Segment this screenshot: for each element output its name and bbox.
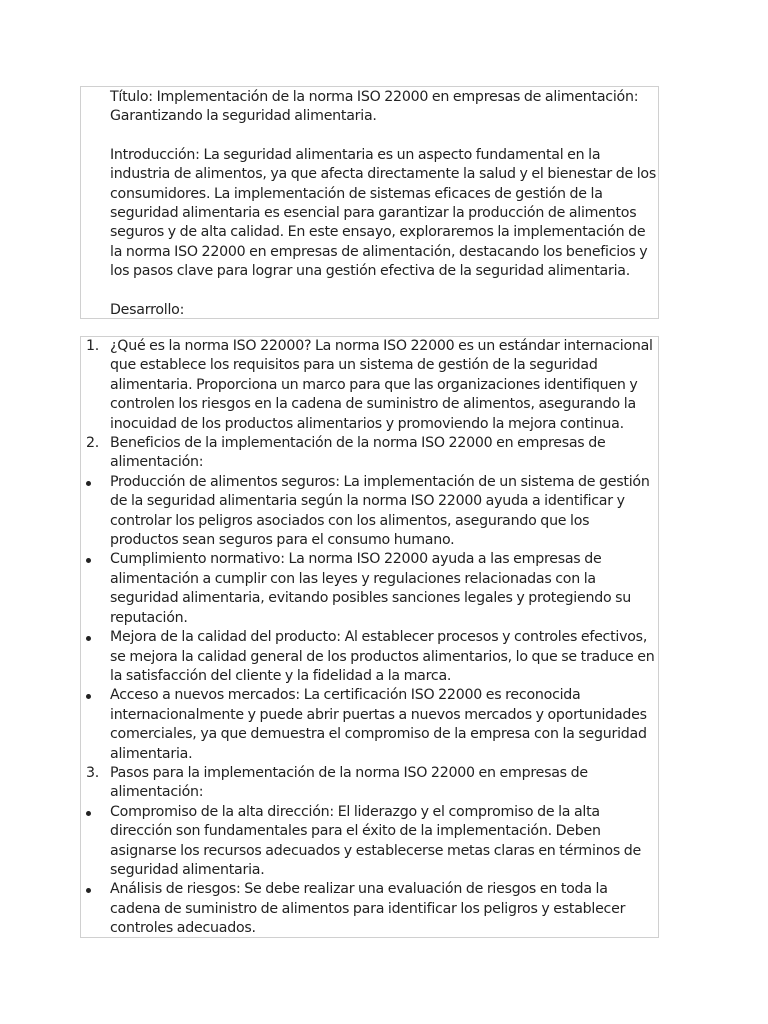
- list-item-bullet: [110, 803, 658, 881]
- list-item-text: Cumplimiento normativo: La norma ISO 22000 ayuda a las empresas de alimentación a cumplir con las leyes y regulaciones relacionadas con la seguridad alimentaria, evitando posibles sanciones legales y protegiendo su reputación.: [110, 551, 632, 626]
- intro-box: [80, 86, 659, 319]
- paragraph-gap: [110, 282, 658, 301]
- bullet-icon: [86, 481, 91, 486]
- list-number: 2.: [86, 435, 100, 452]
- bullet-icon: [86, 558, 91, 563]
- bullet-icon: [86, 888, 91, 893]
- list-number: 3.: [86, 764, 100, 781]
- content-list-box: [80, 336, 659, 938]
- bullet-icon: [86, 811, 91, 816]
- list-item-text: Compromiso de la alta dirección: El liderazgo y el compromiso de la alta dirección son fundamentales para el éxito de la implementación. Deben asignarse los recursos adecuados y establecerse metas claras en términos de seguridad alimentaria.: [110, 803, 642, 878]
- list-item-text: Análisis de riesgos: Se debe realizar una evaluación de riesgos en toda la cadena de suministro de alimentos para identificar los peligros y establecer controles adecuados.: [110, 881, 626, 937]
- list-item-numbered: [86, 434, 658, 473]
- bullet-icon: [86, 694, 91, 699]
- development-heading: Desarrollo:: [110, 301, 185, 318]
- list-item-text: ¿Qué es la norma ISO 22000? La norma ISO 22000 es un estándar internacional que establece los requisitos para un sistema de gestión de la seguridad alimentaria. Proporciona un marco para que las organizaciones identifiquen y controlen los riesgos en la cadena de suministro de alimentos, asegurando la inocuidad de los productos alimentarios y promoviendo la mejora continua.: [110, 338, 653, 432]
- list-item-text: Acceso a nuevos mercados: La certificación ISO 22000 es reconocida internacionalmente y puede abrir puertas a nuevos mercados y oportunidades comerciales, ya que demuestra el compromiso de la empresa con la seguridad alimentaria.: [110, 687, 647, 762]
- list-item-bullet: [110, 628, 658, 686]
- list-number: 1.: [86, 338, 100, 354]
- list-item-bullet: [110, 686, 658, 764]
- list-item-bullet: [110, 473, 658, 551]
- bullet-icon: [86, 636, 91, 641]
- list-item-bullet: [110, 550, 658, 628]
- introduction-paragraph: Introducción: La seguridad alimentaria es un aspecto fundamental en la industria de alimentos, ya que afecta directamente la salud y el bienestar de los consumidores. La implementación de sistemas eficaces de gestión de la seguridad alimentaria es esencial para garantizar la producción de alimentos seguros y de alta calidad. En este ensayo, exploraremos la implementación de la norma ISO 22000 en empresas de alimentación, destacando los beneficios y los pasos clave para lograr una gestión efectiva de la seguridad alimentaria.: [110, 146, 656, 280]
- list-item-text: Producción de alimentos seguros: La implementación de un sistema de gestión de la seguridad alimentaria según la norma ISO 22000 ayuda a identificar y controlar los peligros asociados con los alimentos, asegurando que los productos sean seguros para el consumo humano.: [110, 473, 650, 549]
- list-item-text: Beneficios de la implementación de la norma ISO 22000 en empresas de alimentación:: [110, 435, 606, 471]
- list-item-numbered: [86, 337, 658, 434]
- list-item-text: Mejora de la calidad del producto: Al establecer procesos y controles efectivos, se mejora la calidad general de los productos alimentarios, lo que se traduce en la satisfacción del cliente y la fidelidad a la marca.: [110, 629, 655, 684]
- list-item-bullet: [110, 880, 658, 938]
- paragraph-gap: [110, 127, 658, 146]
- document-title: Título: Implementación de la norma ISO 22000 en empresas de alimentación: Garantizando la seguridad alimentaria.: [110, 89, 639, 125]
- list-item-text: Pasos para la implementación de la norma ISO 22000 en empresas de alimentación:: [110, 764, 588, 801]
- list-item-numbered: [86, 764, 658, 803]
